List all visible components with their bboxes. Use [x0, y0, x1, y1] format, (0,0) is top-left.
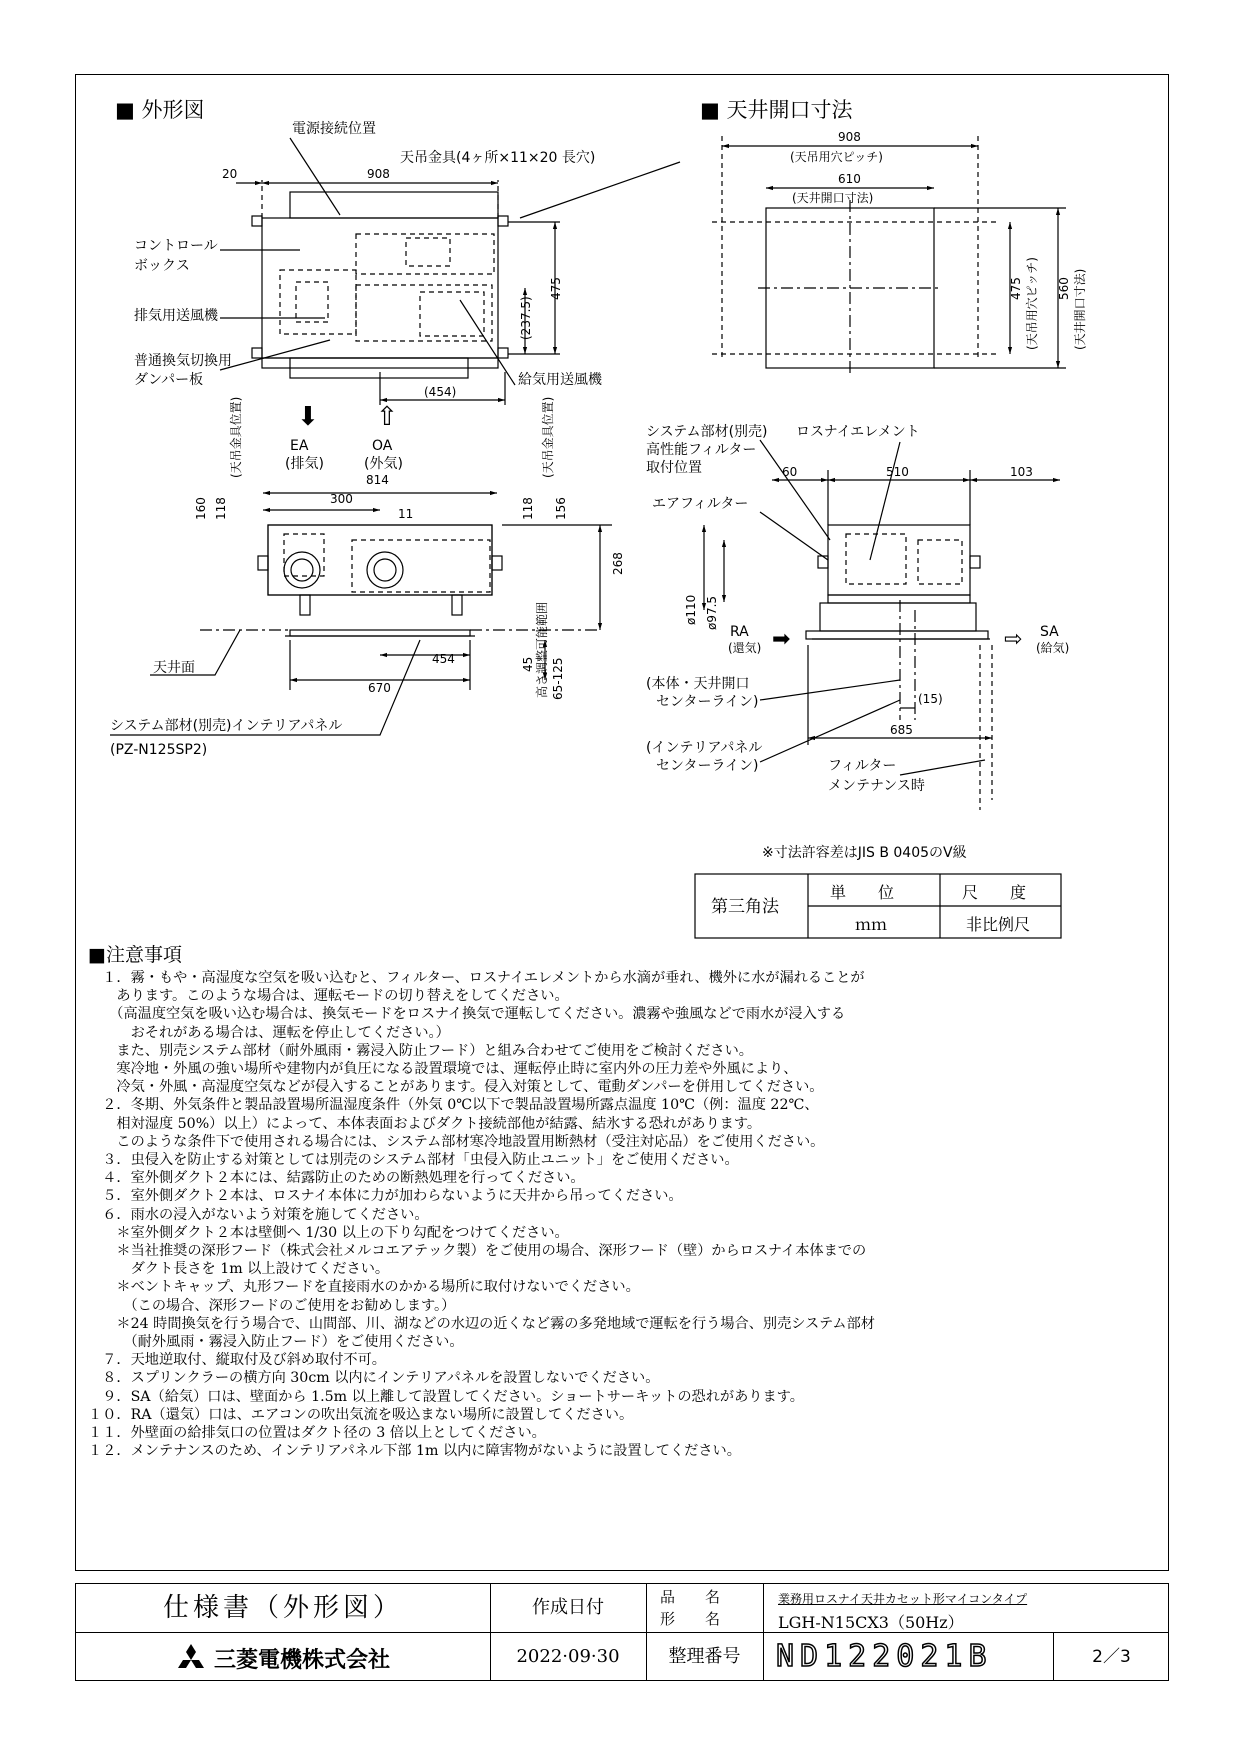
company-name: 三菱電機株式会社: [213, 1647, 390, 1673]
scale-value: 非比例尺: [966, 915, 1031, 934]
note-line: ３．虫侵入を防止する対策としては別売のシステム部材「虫侵入防止ユニット」をご使用ください。: [88, 1152, 739, 1169]
note-line: １１．外壁面の給排気口の位置はダクト径の 3 倍以上としてください。: [88, 1425, 546, 1442]
note-line: ２．冬期、外気条件と製品設置場所温湿度条件（外気 0℃以下で製品設置場所露点温度 10℃（例：温度 22℃、: [88, 1097, 819, 1114]
unit-value: ｍｍ: [855, 915, 888, 934]
note-line: また、別売システム部材（耐外風雨・霧浸入防止フード）と組み合わせてご使用をご検討ください。: [88, 1042, 753, 1059]
panel-label-2: (PZ-N125SP2): [110, 742, 208, 758]
note-line: ６．雨水の浸入がないよう対策を施してください。: [88, 1206, 429, 1223]
element-label: ロスナイエレメント: [796, 424, 920, 440]
page-number: 2／3: [1092, 1647, 1131, 1667]
created-label: 作成日付: [532, 1597, 604, 1618]
note-line: １．霧・もや・高湿度な空気を吸い込むと、フィルター、ロスナイエレメントから水滴が垂れ、機外に水が漏れることが: [88, 970, 865, 986]
ceiling-surface-label: 天井面: [153, 660, 195, 676]
note-line: このような条件下で使用される場合には、システム部材寒冷地設置用断熱材（受注対応品）をご使用ください。: [88, 1133, 825, 1150]
model-label: 形 名: [660, 1610, 721, 1628]
open-dim-475: 475: [1009, 277, 1023, 300]
dim-908: 908: [367, 167, 390, 181]
side-dim-60: 60: [782, 465, 798, 479]
filter-label-3: 取付位置: [646, 460, 702, 476]
note-line: ＊24 時間換気を行う場合で、山間部、川、湖などの水辺の近くなど霧の多発地域で運転を行う場合、別売システム部材: [88, 1315, 875, 1332]
note-line: おそれがある場合は、運転を停止してください。）: [88, 1024, 450, 1041]
item-name: 業務用ロスナイ天井カセット形マイコンタイプ: [778, 1592, 1028, 1606]
opening-title: ■ 天井開口寸法: [700, 98, 853, 122]
damper-label-1: 普通換気切換用: [134, 353, 232, 369]
note-line: 相対湿度 50%）以上）によって、本体表面およびダクト接続部他が結露、結氷する恐れがあります。: [88, 1115, 762, 1132]
control-box-label-2: ボックス: [134, 258, 190, 274]
panel-label-1: システム部材(別売)インテリアパネル: [110, 718, 343, 734]
note-line: （耐外風雨・霧浸入防止フード）をご使用ください。: [88, 1334, 464, 1351]
center2-label-1: (インテリアパネル: [646, 740, 763, 756]
dim-118-right: 118: [521, 497, 535, 520]
side-dim-685: 685: [890, 723, 913, 737]
exhaust-fan-label: 排気用送風機: [134, 308, 218, 324]
outline-title: ■ 外形図: [115, 98, 205, 122]
hang-pos-left: (天吊金具位置): [229, 396, 243, 478]
title-block: [75, 1583, 1169, 1681]
dim-475: 475: [549, 277, 563, 300]
adjust-range: 65-125: [551, 657, 565, 700]
control-box-label-1: コントロール: [134, 238, 218, 254]
oa-sub-label: (外気): [364, 456, 403, 472]
number-label: 整理番号: [668, 1646, 741, 1667]
note-line: ＊室外側ダクト２本は壁側へ 1/30 以上の下り勾配をつけてください。: [88, 1224, 569, 1241]
ea-arrow-icon: ⬇: [297, 402, 319, 432]
dim-268: 268: [611, 552, 625, 575]
note-line: ８．スプリンクラーの横方向 30cm 以内にインテリアパネルを設置しないでください。: [88, 1370, 660, 1387]
doc-title: 仕様書（外形図）: [162, 1593, 403, 1623]
dim-300: 300: [330, 492, 353, 506]
open-dim-908: 908: [838, 130, 861, 144]
center2-label-2: センターライン): [656, 758, 759, 774]
side-dim-103: 103: [1010, 465, 1033, 479]
center1-label-1: (本体・天井開口: [646, 676, 750, 692]
caution-notes: [88, 940, 1168, 1460]
side-dim-15: (15): [918, 692, 943, 706]
note-line: ５．室外側ダクト２本は、ロスナイ本体に力が加わらないように天井から吊ってください。: [88, 1188, 683, 1205]
item-label: 品 名: [660, 1588, 721, 1606]
ra-label: RA: [730, 624, 749, 640]
dim-670: 670: [368, 681, 391, 695]
notes-list: [88, 969, 1168, 1460]
note-line: （高温度空気を吸い込む場合は、換気モードをロスナイ換気で運転してください。濃霧や強風などで雨水が浸入する: [88, 1006, 846, 1023]
maint-label-2: メンテナンス時: [828, 778, 925, 794]
dim-814: 814: [366, 473, 389, 487]
open-size: (天井開口寸法): [792, 191, 874, 205]
dim-454: 454: [432, 652, 455, 666]
sa-sub-label: (給気): [1036, 641, 1070, 655]
tolerance-note: ※寸法許容差はJIS B 0405のV級: [762, 845, 967, 861]
oa-arrow-icon: ⇧: [376, 402, 398, 432]
dim-20: 20: [222, 167, 238, 181]
dim-156: 156: [554, 497, 568, 520]
air-filter-label: エアフィルター: [652, 496, 749, 512]
damper-label-2: ダンパー板: [134, 372, 204, 388]
open-size-v: (天井開口寸法): [1073, 268, 1087, 350]
center1-label-2: センターライン): [656, 694, 759, 710]
notes-heading: ■注意事項: [88, 944, 182, 966]
open-dim-560: 560: [1057, 277, 1071, 300]
maint-label-1: フィルター: [828, 758, 897, 774]
ea-sub-label: (排気): [285, 456, 324, 472]
method-label: 第三角法: [711, 897, 779, 917]
company-logo-row: [76, 1634, 490, 1682]
ea-label: EA: [290, 438, 309, 454]
unit-header: 単 位: [830, 883, 895, 902]
model-name: LGH-N15CX3（50Hz）: [778, 1613, 964, 1632]
filter-label-1: システム部材(別売): [646, 424, 768, 440]
hanger-label: 天吊金具(4ヶ所×11×20 長穴): [400, 150, 596, 166]
dim-45: 45: [521, 656, 535, 672]
note-line: ＊ベントキャップ、丸形フードを直接雨水のかかる場所に取付けないでください。: [88, 1279, 640, 1296]
side-dim-510: 510: [886, 465, 909, 479]
note-line: ７．天地逆取付、縦取付及び斜め取付不可。: [88, 1352, 386, 1369]
dim-454p: (454): [424, 385, 457, 399]
created-date: 2022·09·30: [516, 1646, 620, 1667]
oa-label: OA: [372, 438, 393, 454]
power-label: 電源接続位置: [292, 121, 376, 137]
note-line: あります。このような場合は、運転モードの切り替えをしてください。: [88, 988, 569, 1005]
note-line: ダクト長さを 1m 以上設けてください。: [88, 1261, 390, 1278]
doc-number: ND122021B: [776, 1639, 993, 1674]
dim-237-5: (237.5): [519, 296, 533, 340]
note-line: １２．メンテナンスのため、インテリアパネル下部 1m 以内に障害物がないように設置してください。: [88, 1443, 741, 1460]
open-pitch-v: (天吊用穴ピッチ): [1025, 257, 1039, 350]
mitsubishi-logo-icon: [176, 1644, 206, 1672]
note-line: ４．室外側ダクト２本には、結露防止のための断熱処理を行ってください。: [88, 1170, 585, 1187]
note-line: ９．SA（給気）口は、壁面から 1.5m 以上離して設置してください。ショートサーキットの恐れがあります。: [88, 1388, 804, 1405]
filter-label-2: 高性能フィルター: [646, 442, 757, 458]
hang-pos-right: (天吊金具位置): [541, 396, 555, 478]
side-dim-97-5: ø97.5: [705, 595, 719, 630]
ra-arrow-icon: ➡: [772, 627, 791, 652]
open-dim-610: 610: [838, 172, 861, 186]
supply-fan-label: 給気用送風機: [518, 372, 602, 388]
dim-118-left: 118: [214, 497, 228, 520]
note-line: ＊当社推奨の深形フード（株式会社メルコエアテック製）をご使用の場合、深形フード（壁）からロスナイ本体までの: [88, 1243, 867, 1260]
note-line: １０．RA（還気）口は、エアコンの吹出気流を吸込まない場所に設置してください。: [88, 1406, 634, 1423]
note-line: 冷気・外風・高湿度空気などが侵入することがあります。侵入対策として、電動ダンパーを併用してください。: [88, 1079, 824, 1096]
ra-sub-label: (還気): [728, 641, 762, 655]
sa-label: SA: [1040, 624, 1059, 640]
side-dim-110: ø110: [684, 594, 698, 625]
adjust-label: 高さ調整可能範囲: [535, 601, 549, 698]
dim-160: 160: [194, 497, 208, 520]
note-line: （この場合、深形フードのご使用をお勧めします。）: [88, 1297, 456, 1314]
dim-11: 11: [398, 507, 414, 521]
sa-arrow-icon: ⇨: [1004, 627, 1023, 652]
scale-header: 尺 度: [962, 883, 1027, 902]
open-pitch: (天吊用穴ピッチ): [790, 150, 883, 164]
note-line: 寒冷地・外風の強い場所や建物内が負圧になる設置環境では、運転停止時に室内外の圧力差や外風により、: [88, 1061, 798, 1078]
